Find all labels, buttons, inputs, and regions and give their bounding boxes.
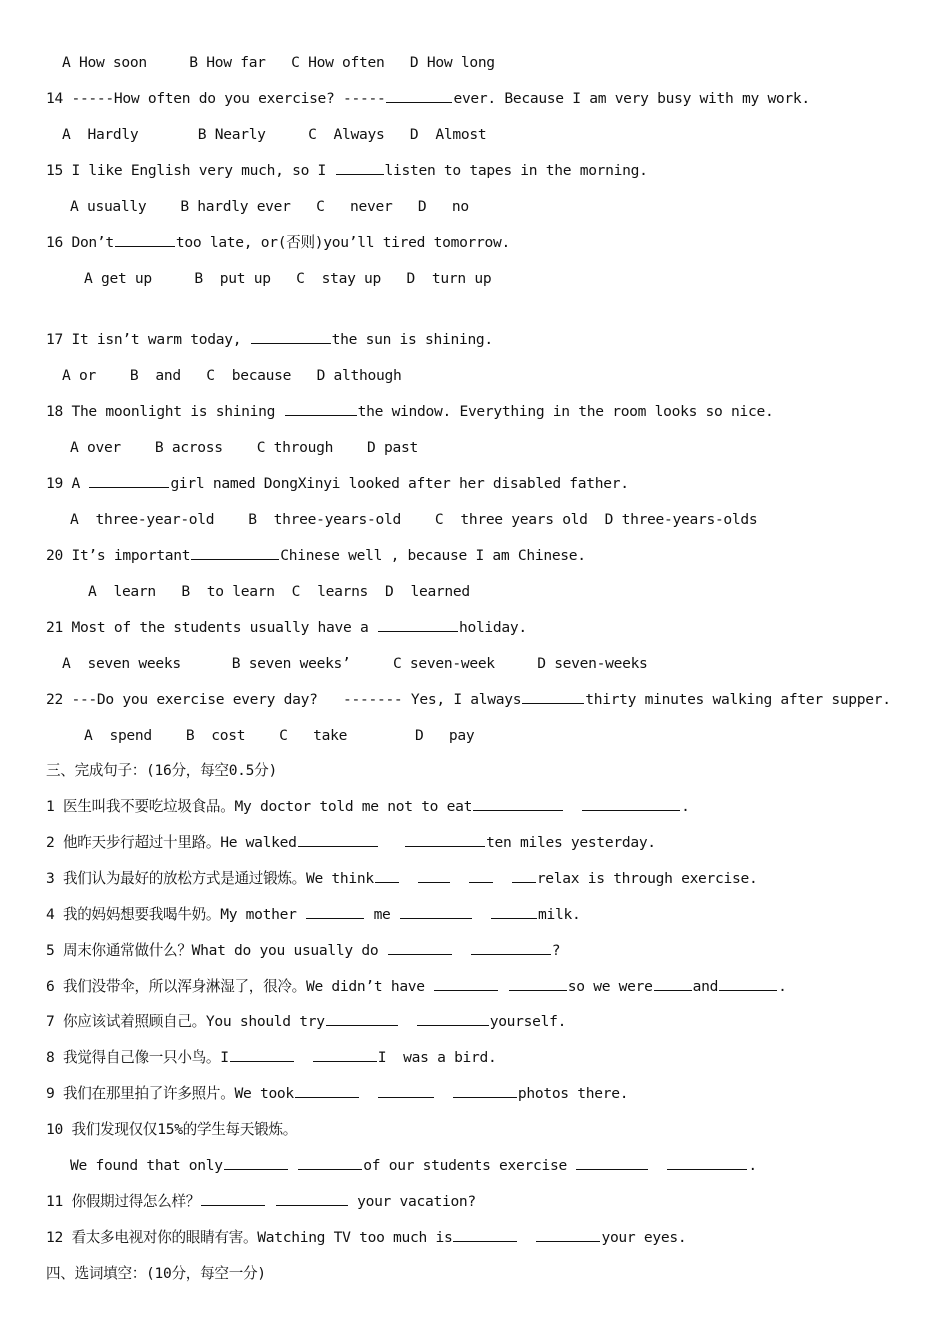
text-segment: . <box>748 1157 757 1174</box>
text-line <box>84 269 491 289</box>
answer-blank <box>388 941 452 955</box>
text-segment: I was a bird. <box>377 1049 497 1066</box>
text-segment: and <box>692 978 719 995</box>
text-segment: 6 我们没带伞，所以浑身淋湿了，很冷。We didn’t have <box>46 978 434 995</box>
text-segment: A usually B hardly ever C never D no <box>70 198 469 215</box>
text-segment: 22 ---Do you exercise every day? ------- Yes, I always <box>46 691 522 708</box>
text-segment <box>451 870 468 887</box>
text-segment: relax is through exercise. <box>536 870 758 887</box>
text-line <box>46 474 629 494</box>
answer-blank <box>576 1156 648 1170</box>
text-segment: your eyes. <box>601 1229 687 1246</box>
text-line <box>70 1156 757 1176</box>
answer-blank <box>582 797 680 811</box>
text-segment: the sun is shining. <box>331 331 493 348</box>
text-segment: A get up B put up C stay up D turn up <box>84 270 492 287</box>
answer-blank <box>522 690 584 704</box>
text-segment <box>649 1157 666 1174</box>
answer-blank <box>469 869 493 883</box>
answer-blank <box>434 977 498 991</box>
text-segment: 四、选词填空：(10分，每空一分) <box>46 1265 266 1282</box>
text-segment: ? <box>551 942 561 959</box>
answer-blank <box>473 797 563 811</box>
answer-blank <box>378 618 458 632</box>
text-segment: 16 Don’t <box>46 234 114 251</box>
text-segment <box>295 1049 312 1066</box>
text-line <box>84 726 474 746</box>
text-segment: . <box>681 798 690 815</box>
text-segment <box>360 1085 377 1102</box>
answer-blank <box>491 905 537 919</box>
text-line <box>46 618 527 638</box>
text-segment: 7 你应该试着照顾自己。You should try <box>46 1013 325 1030</box>
text-segment <box>518 1229 535 1246</box>
text-line <box>46 161 648 181</box>
text-segment: 2 他昨天步行超过十里路。He walked <box>46 834 297 851</box>
answer-blank <box>230 1048 294 1062</box>
text-line <box>46 89 810 109</box>
answer-blank <box>306 905 364 919</box>
answer-blank <box>418 869 450 883</box>
answer-blank <box>509 977 567 991</box>
text-segment: 21 Most of the students usually have a <box>46 619 377 636</box>
text-segment: A spend B cost C take D pay <box>84 727 475 744</box>
answer-blank <box>298 1156 362 1170</box>
text-segment <box>435 1085 452 1102</box>
text-segment: thirty minutes walking after supper. <box>585 691 891 708</box>
text-line <box>46 1228 686 1248</box>
answer-blank <box>201 1192 265 1206</box>
text-segment: 20 It’s important <box>46 547 191 564</box>
answer-blank <box>512 869 536 883</box>
text-line <box>46 233 510 253</box>
text-line <box>46 1120 297 1140</box>
text-segment: of our students exercise <box>363 1157 576 1174</box>
text-line <box>46 941 560 961</box>
answer-blank <box>453 1084 517 1098</box>
text-segment: ten miles yesterday. <box>486 834 656 851</box>
text-line <box>46 1084 628 1104</box>
text-segment: 10 我们发现仅仅15%的学生每天锻炼。 <box>46 1121 298 1138</box>
text-line <box>46 905 580 925</box>
answer-blank <box>417 1012 489 1026</box>
text-line <box>70 510 757 530</box>
text-segment: 8 我觉得自己像一只小鸟。I <box>46 1049 229 1066</box>
text-line <box>46 402 773 422</box>
text-segment: me <box>365 906 400 923</box>
text-segment <box>379 834 404 851</box>
answer-blank <box>298 833 378 847</box>
text-segment <box>453 942 470 959</box>
text-segment: 18 The moonlight is shining <box>46 403 284 420</box>
text-segment: A seven weeks B seven weeks’ C seven-week D seven-weeks <box>62 655 648 672</box>
answer-blank <box>115 233 175 247</box>
answer-blank <box>285 402 357 416</box>
answer-blank <box>471 941 551 955</box>
text-segment <box>266 1193 275 1210</box>
text-segment: A Hardly B Nearly C Always D Almost <box>62 126 487 143</box>
text-segment <box>494 870 511 887</box>
text-segment <box>499 978 508 995</box>
text-segment: so we were <box>567 978 653 995</box>
text-segment: 19 A <box>46 475 89 492</box>
text-segment: your vacation? <box>348 1193 476 1210</box>
text-segment: 三、完成句子：(16分，每空0.5分) <box>46 762 277 779</box>
text-line <box>46 1012 566 1032</box>
text-segment: 17 It isn’t warm today, <box>46 331 250 348</box>
text-segment: too late, or(否则)you’ll tired tomorrow. <box>175 234 510 251</box>
text-segment: 5 周末你通常做什么？What do you usually do <box>46 942 387 959</box>
answer-blank <box>191 546 279 560</box>
text-segment: A How soon B How far C How often D How long <box>62 54 495 71</box>
text-segment <box>399 1013 416 1030</box>
text-segment: girl named DongXinyi looked after her disabled father. <box>170 475 629 492</box>
text-segment: . <box>778 978 787 995</box>
text-segment: 3 我们认为最好的放松方式是通过锻炼。We think <box>46 870 374 887</box>
text-segment: photos there. <box>517 1085 629 1102</box>
answer-blank <box>378 1084 434 1098</box>
text-segment: 14 -----How often do you exercise? ----- <box>46 90 386 107</box>
text-segment <box>564 798 581 815</box>
text-segment: yourself. <box>489 1013 567 1030</box>
text-line <box>62 366 401 386</box>
text-segment: We found that only <box>70 1157 223 1174</box>
text-segment: 11 你假期过得怎么样？ <box>46 1193 201 1210</box>
text-segment: 4 我的妈妈想要我喝牛奶。My mother <box>46 906 306 923</box>
text-line <box>46 797 690 817</box>
answer-blank <box>405 833 485 847</box>
text-line <box>46 330 493 350</box>
answer-blank <box>336 161 384 175</box>
answer-blank <box>89 474 169 488</box>
text-segment: A over B across C through D past <box>70 439 418 456</box>
text-segment <box>400 870 417 887</box>
text-line <box>46 977 787 997</box>
text-segment: listen to tapes in the morning. <box>384 162 648 179</box>
answer-blank <box>654 977 692 991</box>
text-segment: 9 我们在那里拍了许多照片。We took <box>46 1085 294 1102</box>
answer-blank <box>400 905 472 919</box>
text-segment <box>289 1157 298 1174</box>
text-line <box>46 869 757 889</box>
answer-blank <box>313 1048 377 1062</box>
answer-blank <box>386 89 452 103</box>
answer-blank <box>224 1156 288 1170</box>
text-segment: A or B and C because D although <box>62 367 402 384</box>
text-line <box>88 582 470 602</box>
answer-blank <box>295 1084 359 1098</box>
text-line <box>46 690 891 710</box>
text-line <box>62 125 486 145</box>
text-line <box>70 438 418 458</box>
text-segment: the window. Everything in the room looks so nice. <box>357 403 774 420</box>
text-line <box>46 1264 266 1284</box>
text-segment: holiday. <box>458 619 527 636</box>
text-line <box>62 654 648 674</box>
text-line <box>62 53 495 73</box>
answer-blank <box>251 330 331 344</box>
answer-blank <box>326 1012 398 1026</box>
answer-blank <box>276 1192 348 1206</box>
text-line <box>46 546 586 566</box>
answer-blank <box>375 869 399 883</box>
text-line <box>46 761 277 781</box>
text-segment: ever. Because I am very busy with my work. <box>453 90 810 107</box>
text-line <box>70 197 469 217</box>
text-line <box>46 1048 497 1068</box>
text-segment: Chinese well , because I am Chinese. <box>280 547 586 564</box>
text-segment: milk. <box>538 906 581 923</box>
answer-blank <box>453 1228 517 1242</box>
text-segment: 12 看太多电视对你的眼睛有害。Watching TV too much is <box>46 1229 453 1246</box>
text-segment: A three-year-old B three-years-old C three years old D three-years-olds <box>70 511 758 528</box>
text-line <box>46 833 656 853</box>
text-line <box>46 1192 476 1212</box>
text-segment <box>473 906 490 923</box>
answer-blank <box>719 977 777 991</box>
text-segment: 15 I like English very much, so I <box>46 162 335 179</box>
text-segment: 1 医生叫我不要吃垃圾食品。My doctor told me not to eat <box>46 798 473 815</box>
answer-blank <box>536 1228 600 1242</box>
answer-blank <box>667 1156 747 1170</box>
text-segment: A learn B to learn C learns D learned <box>88 583 470 600</box>
